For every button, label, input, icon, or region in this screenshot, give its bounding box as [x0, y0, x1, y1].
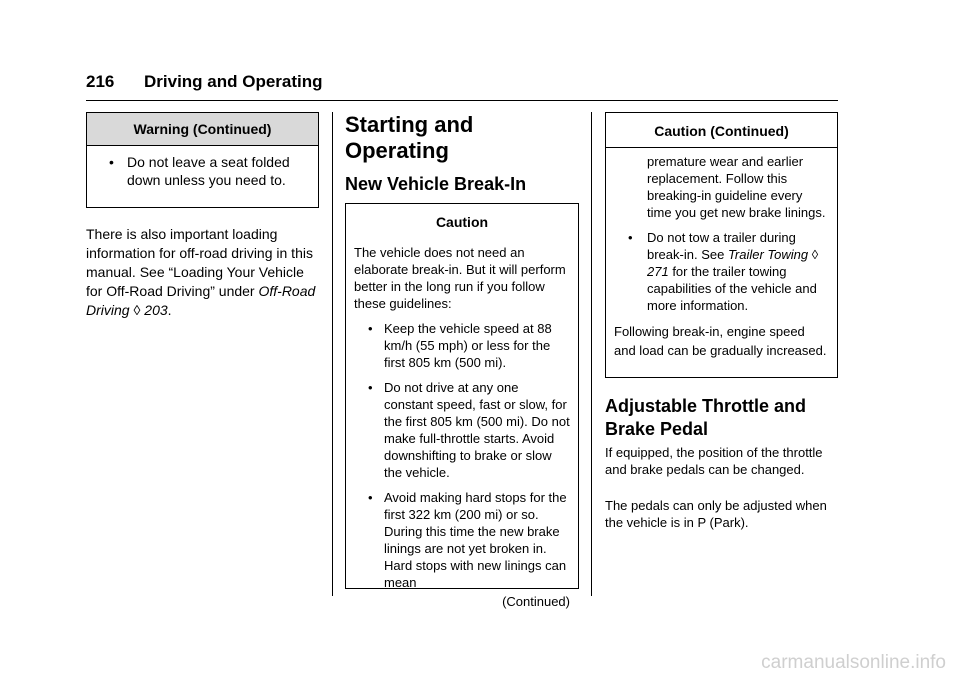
- caution-bullet-1: • Keep the vehicle speed at 88 km/h (55 mph) or less for the first 805 km (500 mi).: [368, 321, 552, 370]
- caution-bullet-3: • Avoid making hard stops for the first 322 km (200 mi) or so. During this time the new brake linings are not yet broken in. Hard stops with new linings can mean: [368, 490, 567, 590]
- caution-intro: The vehicle does not need an elaborate break-in. But it will perform better in the long run if you follow these guidelines:: [354, 245, 566, 311]
- caution-towing-bullet: • Do not tow a trailer during break-in. See Trailer Towing ◊ 271 for the trailer towing capabilities of the vehicle and more information.: [628, 230, 819, 313]
- bullet-mark: •: [368, 490, 373, 505]
- heading-starting-operating: Starting and Operating: [345, 112, 474, 163]
- caution-bullet-2: • Do not drive at any one constant speed, fast or slow, for the first 805 km (500 mi). Do not make full-throttle starts. Avoid downshifting to brake or slow the vehicle.: [368, 380, 570, 480]
- column-divider-left: [332, 112, 333, 596]
- heading-adjustable-throttle: Adjustable Throttle and Brake Pedal: [605, 396, 807, 439]
- warning-box: [86, 112, 319, 208]
- bullet-mark: •: [628, 230, 633, 245]
- page-reference-icon: ◊: [811, 247, 819, 262]
- caution-box: [345, 203, 579, 609]
- page-number: 216: [86, 72, 115, 91]
- caution-continued-box: [605, 112, 838, 378]
- watermark: carmanualsonline.info: [761, 652, 946, 673]
- page-reference-icon: ◊: [133, 302, 141, 318]
- heading-new-vehicle-break-in: New Vehicle Break-In: [345, 174, 527, 194]
- bullet-mark: •: [368, 321, 373, 336]
- warning-bullet-text: Do not leave a seat folded down unless you need to.: [127, 154, 290, 188]
- break-in-closing: Following break-in, engine speed and load can be gradually increased.: [614, 324, 827, 358]
- caution-box-title: Caution: [346, 204, 578, 240]
- xref-trailer-towing[interactable]: Trailer Towing: [727, 247, 809, 262]
- pedal-paragraph-1: If equipped, the position of the throttle and brake pedals can be changed.: [605, 445, 823, 477]
- xref-off-road-driving[interactable]: Off-Road Driving: [86, 283, 316, 318]
- warning-box-title: Warning (Continued): [87, 113, 318, 146]
- xref-page-271[interactable]: 271: [647, 264, 669, 279]
- pedal-paragraph-2: The pedals can only be adjusted when the vehicle is in P (Park).: [605, 498, 827, 530]
- page-header: [86, 72, 838, 101]
- warning-bullet: [95, 153, 310, 189]
- caution-continued-text: premature wear and earlier replacement. Follow this breaking-in guideline every time you get new brake linings.: [647, 154, 826, 220]
- caution-continued-title: Caution (Continued): [606, 113, 837, 148]
- loading-info-paragraph: There is also important loading information for off-road driving in this manual. See “Loading Your Vehicle for Off-Road Driving” under Off-Road Driving ◊ 203.: [86, 226, 316, 318]
- column-divider-right: [591, 112, 592, 596]
- section-title: Driving and Operating: [144, 72, 323, 91]
- xref-page-203[interactable]: 203: [144, 302, 168, 318]
- bullet-mark: •: [368, 380, 373, 395]
- bullet-mark: •: [109, 154, 114, 170]
- continued-label: (Continued): [502, 594, 570, 609]
